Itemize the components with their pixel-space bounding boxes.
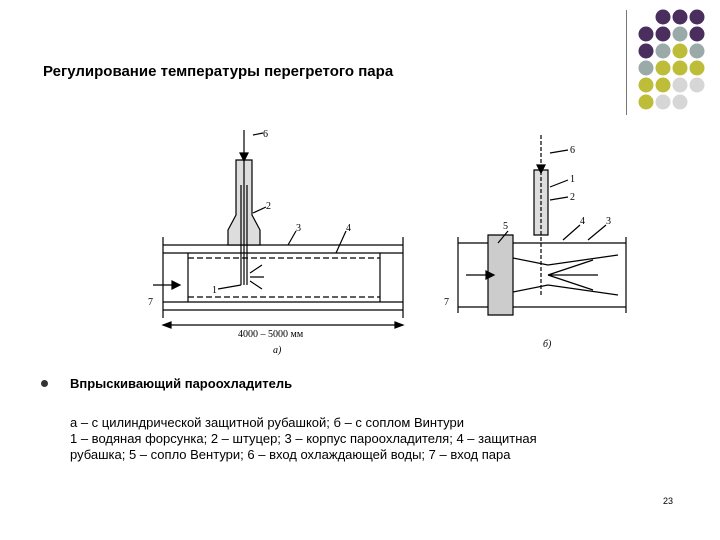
fig-a-label-2: 2 [266, 201, 271, 212]
decor-dot [673, 78, 688, 93]
fig-b-label-1: 1 [570, 174, 575, 185]
decor-dot [656, 95, 671, 110]
fig-a-label-4: 4 [346, 223, 351, 234]
slide-subtitle: Впрыскивающий пароохладитель [70, 376, 293, 391]
decor-dot [639, 78, 654, 93]
figure-a [153, 130, 403, 328]
decor-dot [656, 61, 671, 76]
page-number: 23 [663, 496, 674, 506]
fig-b-label-5: 5 [503, 221, 508, 232]
decor-dot [656, 27, 671, 42]
slide-title: Регулирование температуры перегретого пара [43, 63, 394, 80]
decor-dot [639, 44, 654, 59]
decor-dot [639, 61, 654, 76]
decor-dot [673, 95, 688, 110]
decor-dot [656, 10, 671, 25]
decor-dot [639, 95, 654, 110]
caption-line-3: рубашка; 5 – сопло Вентури; 6 – вход охлаждающей воды; 7 – вход пара [70, 447, 511, 462]
caption-line-1: а – с цилиндрической защитной рубашкой; б – с соплом Винтури [70, 415, 465, 430]
decor-dot [656, 44, 671, 59]
fig-a-label-7: 7 [148, 297, 153, 308]
fig-b-caption: б) [543, 339, 552, 350]
decor-dot [690, 10, 705, 25]
caption-text [70, 415, 670, 463]
decor-divider [626, 10, 627, 115]
fig-b-label-7: 7 [444, 297, 449, 308]
decor-dot [673, 61, 688, 76]
fig-a-caption: а) [273, 345, 282, 356]
caption-line-2: 1 – водяная форсунка; 2 – штуцер; 3 – корпус пароохладителя; 4 – защитная [70, 431, 537, 446]
decor-dot [690, 61, 705, 76]
fig-b-label-6: 6 [570, 145, 575, 156]
fig-b-label-2: 2 [570, 192, 575, 203]
decor-dot [690, 27, 705, 42]
decor-dot [690, 78, 705, 93]
fig-a-label-3: 3 [296, 223, 301, 234]
desuperheater-diagram [148, 125, 638, 360]
fig-a-label-6: 6 [263, 129, 268, 140]
fig-a-dimension: 4000 – 5000 мм [238, 329, 304, 340]
bullet-dot [41, 380, 48, 387]
fig-b-label-3: 3 [606, 216, 611, 227]
decor-dot [690, 44, 705, 59]
decor-dots [638, 8, 718, 118]
decor-dot [639, 27, 654, 42]
figure-b [458, 135, 626, 315]
fig-b-label-4: 4 [580, 216, 585, 227]
decor-dot [673, 27, 688, 42]
decor-dot [673, 10, 688, 25]
fig-a-label-1: 1 [212, 285, 217, 296]
decor-dot [656, 78, 671, 93]
decor-dot [673, 44, 688, 59]
